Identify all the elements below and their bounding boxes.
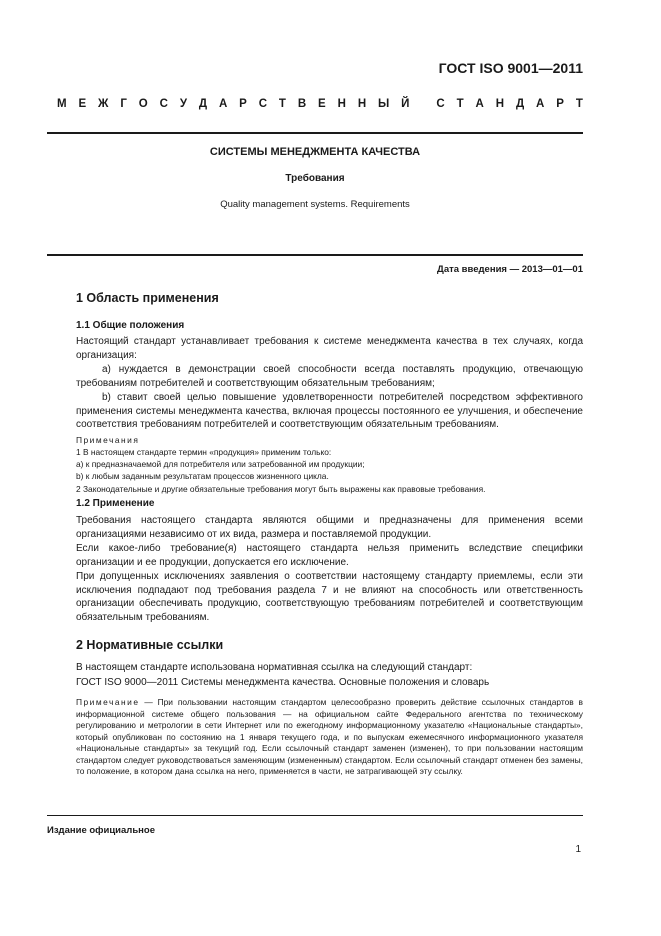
- banner-letter: Й: [401, 98, 410, 110]
- document-english-title: Quality management systems. Requirements: [220, 199, 410, 210]
- section-1-1-heading: 1.1 Общие положения: [76, 320, 185, 331]
- banner-letter: Е: [78, 98, 87, 110]
- note-1b: b) к любым заданным результатам процессов жизненного цикла.: [76, 471, 329, 481]
- banner-letter: Д: [198, 98, 208, 110]
- note-1a: а) к предназначаемой для потребителя или затребованной им продукции;: [76, 459, 365, 469]
- banner-letter: В: [297, 98, 307, 110]
- banner-letter: Т: [456, 98, 464, 110]
- banner-letter: Д: [515, 98, 525, 110]
- banner-letter: Р: [556, 98, 564, 110]
- banner-letter: Ы: [378, 98, 390, 110]
- document-subtitle: Требования: [285, 173, 345, 184]
- section-2-note: [76, 697, 583, 778]
- note-text: — При пользовании настоящим стандартом целесообразно проверить действие ссылочных стандартов в информационной системе общего пользования — на официальном сайте Федерального агентства по техническому регулированию и метрологии в сети Интернет или по ежегодному информационному указателю «Национальные стандарты», который опубликован по состоянию на 1 января текущего года, и по выпускам ежемесячного информационного указателя «Национальные стандарты» за текущий год. Если ссылочный стандарт заменен (изменен), то при пользовании настоящим стандартом следует руководствоваться заменяющим (измененным) стандартом. Если ссылочный стандарт отменен без замены, то положение, в котором дана ссылка на него, применяется в части, не затрагивающей эту ссылку.: [76, 697, 583, 776]
- paragraph: Если какое-либо требование(я) настоящего стандарта нельзя применить вследствие специфики организации и ее продукции, допускается его исключение.: [76, 543, 583, 568]
- paragraph-item-b: b) ставит своей целью повышение удовлетворенности потребителей посредством эффективного применения системы менеджмента качества, включая процессы постоянного ее улучшения, и обеспечение соответствия требованиям потребителей и соответствующим обязательным требованиям.: [76, 392, 583, 431]
- divider-footer: [47, 815, 583, 816]
- paragraph: При допущенных исключениях заявления о соответствии настоящему стандарту приемлемы, если эти исключения подпадают под требования раздела 7 и не влияют на способность или ответственность организации обеспечивать продукцию, соответствующую требованиям потребителей и соответствующим обязательным требованиям.: [76, 571, 583, 624]
- banner-letter: А: [218, 98, 228, 110]
- paragraph: Требования настоящего стандарта являются общими и предназначены для применения всеми организациями независимо от их вида, размера и поставляемой продукции.: [76, 515, 583, 540]
- section-1-2-heading: 1.2 Применение: [76, 498, 155, 509]
- note-2: 2 Законодательные и другие обязательные требования могут быть выражены как правовые требования.: [76, 484, 486, 494]
- normative-reference: ГОСТ ISO 9000—2011 Системы менеджмента качества. Основные положения и словарь: [76, 677, 490, 688]
- section-1-heading: 1 Область применения: [76, 291, 219, 305]
- banner-letter: С: [436, 98, 445, 110]
- section-2-heading: 2 Нормативные ссылки: [76, 638, 224, 652]
- notes-label: Примечания: [76, 435, 140, 445]
- paragraph-item-a: а) нуждается в демонстрации своей способности всегда поставлять продукцию, отвечающую требованиям потребителей и соответствующим обязательным требованиям;: [76, 364, 583, 389]
- banner-letter: Т: [575, 98, 583, 110]
- banner-letter: Н: [337, 98, 346, 110]
- banner-letter: Р: [239, 98, 247, 110]
- standard-banner: [57, 98, 583, 110]
- divider-title-bottom: [47, 254, 583, 256]
- document-title: СИСТЕМЫ МЕНЕДЖМЕНТА КАЧЕСТВА: [209, 146, 421, 158]
- standard-code: ГОСТ ISO 9001—2011: [438, 60, 583, 76]
- banner-letter: С: [159, 98, 168, 110]
- banner-letter: Н: [495, 98, 505, 110]
- note-label: Примечание: [76, 697, 140, 707]
- page-number: 1: [575, 844, 581, 855]
- banner-letter: С: [258, 98, 268, 110]
- note-1: 1 В настоящем стандарте термин «продукция» применим только:: [76, 447, 332, 457]
- edition-label: Издание официальное: [47, 825, 155, 836]
- paragraph: В настоящем стандарте использована нормативная ссылка на следующий стандарт:: [76, 662, 473, 673]
- banner-letter: У: [179, 98, 187, 110]
- banner-letter: А: [536, 98, 545, 110]
- banner-gap: [421, 98, 424, 110]
- banner-letter: А: [475, 98, 484, 110]
- banner-letter: Е: [318, 98, 326, 110]
- banner-letter: О: [138, 98, 148, 110]
- paragraph: Настоящий стандарт устанавливает требования к системе менеджмента качества в тех случаях, когда организация:: [76, 336, 583, 361]
- banner-letter: Ж: [98, 98, 109, 110]
- banner-letter: Т: [278, 98, 286, 110]
- divider-top: [47, 132, 583, 134]
- banner-letter: Н: [357, 98, 367, 110]
- introduction-date: Дата введения — 2013—01—01: [437, 264, 583, 275]
- banner-letter: Г: [120, 98, 127, 110]
- banner-letter: М: [57, 98, 67, 110]
